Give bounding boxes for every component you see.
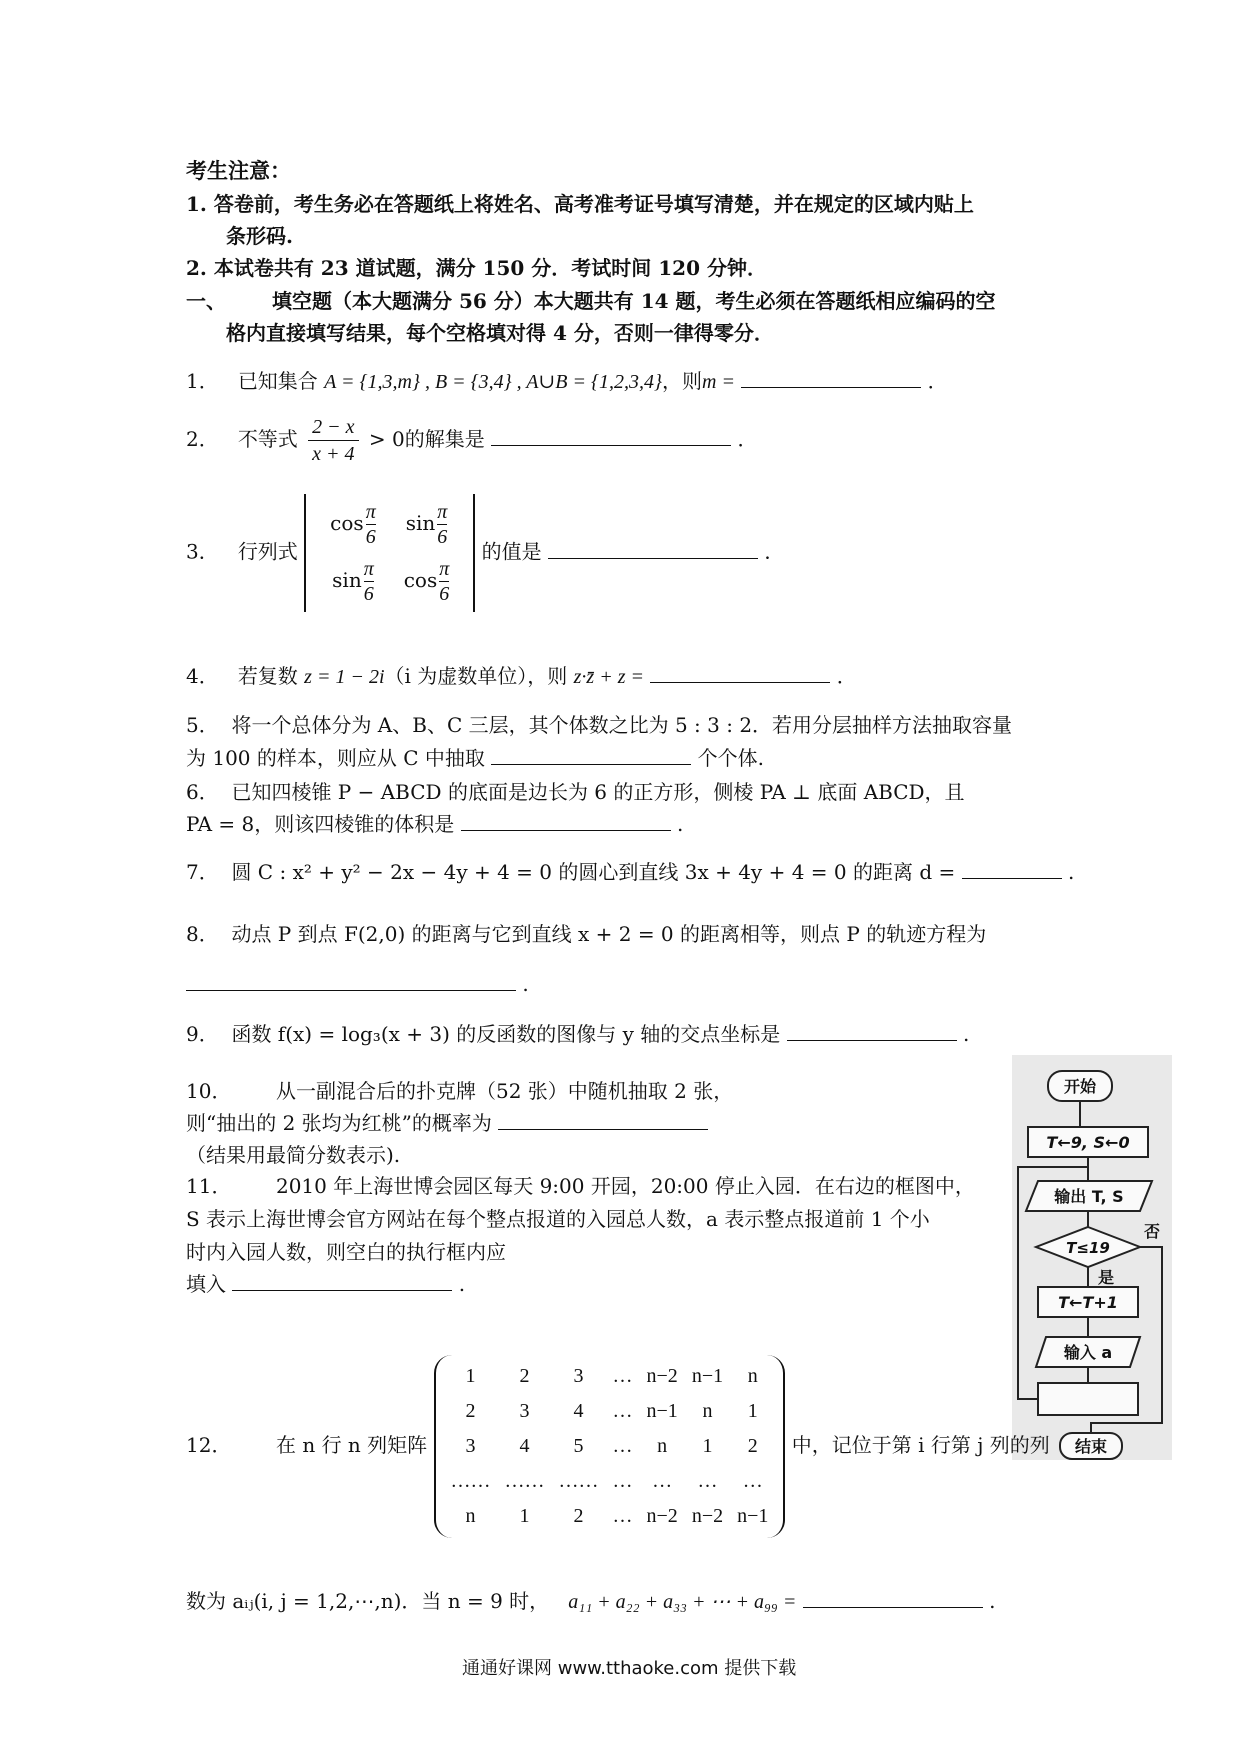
- question-6-cont: PA = 8，则该四棱锥的体积是 .: [186, 808, 683, 837]
- matrix-cell: …: [652, 1470, 673, 1492]
- matrix-cell: 1: [519, 1505, 530, 1527]
- matrix-row: [444, 1499, 776, 1534]
- matrix-cell: …: [612, 1505, 633, 1527]
- determinant: cos $\frac{\pi}{6}$ sin $\frac{\pi}{6}$ sin $\frac{\pi}{6}$ cos $\frac{\pi}{6}$: [304, 494, 475, 612]
- matrix-cell: …: [612, 1365, 633, 1387]
- flow-output-label: 输出 T, S: [1054, 1187, 1124, 1206]
- matrix-row: [444, 1359, 776, 1394]
- answer-blank-9[interactable]: [787, 1018, 957, 1041]
- question-11-line3: 时内入园人数，则空白的执行框内应: [186, 1240, 506, 1264]
- question-10: 10． 从一副混合后的扑克牌（52 张）中随机抽取 2 张，: [186, 1079, 734, 1103]
- question-9: 9． 函数 f(x) = log₃(x + 3) 的反函数的图像与 y 轴的交点坐标是 .: [186, 1018, 969, 1047]
- footer-credit: 通通好课网 www.tthaoke.com 提供下载: [462, 1658, 797, 1679]
- flow-no-label: 否: [1143, 1222, 1161, 1241]
- answer-blank-3[interactable]: [548, 536, 758, 559]
- flow-input-label: 输入 a: [1063, 1343, 1113, 1362]
- matrix-cell: n−2: [691, 1505, 724, 1527]
- question-2: 2． 不等式 $\frac{2 - x}{x + 4}$ > 0的解集是 ．: [186, 416, 758, 465]
- matrix-cell: n: [465, 1505, 476, 1527]
- flow-init-label: T←9, S←0: [1046, 1133, 1130, 1152]
- question-8: 8． 动点 P 到点 F(2,0) 的距离与它到直线 x + 2 = 0 的距离相等，则点 P 的轨迹方程为: [186, 922, 987, 946]
- notice-item-2: 2. 本试卷共有 23 道试题，满分 150 分．考试时间 120 分钟．: [186, 256, 767, 280]
- matrix-cell: 1: [702, 1435, 713, 1457]
- question-4: 4． 若复数 z = 1 − 2i（i 为虚数单位），则 z·z̄ + z = ．: [186, 660, 857, 689]
- matrix-cell: …: [742, 1470, 763, 1492]
- notice-item-1: 1. 答卷前，考生务必在答题纸上将姓名、高考准考证号填写清楚，并在规定的区域内贴上: [186, 192, 974, 216]
- matrix: [434, 1355, 786, 1538]
- matrix-cell: 2: [465, 1400, 476, 1422]
- matrix-cell: 3: [465, 1435, 476, 1457]
- matrix-row: [444, 1394, 776, 1429]
- matrix-cell: n−2: [646, 1365, 678, 1387]
- matrix-cell: n−1: [646, 1400, 678, 1422]
- matrix-cell: n−1: [691, 1365, 724, 1387]
- question-11-line2: S 表示上海世博会官方网站在每个整点报道的入园总人数，a 表示整点报道前 1 个小: [186, 1207, 930, 1231]
- notice-item-1-cont: 条形码.: [226, 224, 293, 248]
- matrix-cell: 1: [747, 1400, 758, 1422]
- section-instructions-cont: 格内直接填写结果，每个空格填对得 4 分，否则一律得零分．: [226, 321, 774, 345]
- answer-blank-10[interactable]: [498, 1107, 708, 1130]
- question-10-cont: 则“抽出的 2 张均为红桃”的概率为: [186, 1107, 708, 1136]
- flow-yes-label: 是: [1097, 1268, 1115, 1287]
- matrix-cell: n: [747, 1365, 758, 1387]
- matrix-cell: 2: [573, 1505, 584, 1527]
- matrix-cell: ……: [504, 1470, 545, 1492]
- flow-increment-label: T←T+1: [1058, 1293, 1118, 1312]
- question-5: 5． 将一个总体分为 A、B、C 三层，其个体数之比为 5 : 3 : 2．若用分层抽样方法抽取容量: [186, 713, 1013, 737]
- notice-title: 考生注意：: [186, 158, 291, 183]
- question-11: 11． 2010 年上海世博会园区每天 9:00 开园，20:00 停止入园．在右边的框图中，: [186, 1174, 975, 1198]
- matrix-cell: 4: [519, 1435, 530, 1457]
- question-1: 1． 已知集合 A = {1,3,m} , B = {3,4} , A∪B = {1,2,3,4}，则m = ．: [186, 365, 948, 394]
- question-6: 6． 已知四棱锥 P − ABCD 的底面是边长为 6 的正方形，侧棱 PA ⊥ 底面 ABCD，且: [186, 780, 965, 804]
- matrix-cell: 5: [573, 1435, 584, 1457]
- question-12-cont: 数为 aᵢⱼ(i, j = 1,2,⋯,n)．当 n = 9 时， a₁₁ + a₂₂ + a₃₃ + ⋯ + a₉₉ = .: [186, 1585, 995, 1614]
- matrix-row: [444, 1464, 776, 1499]
- question-12: 12． 在 n 行 n 列矩阵 1 2 3 … n−2 n−1 n 2 3 4 … n−1 n 1 3 4 5 … n 1 2 …… …… …… … … … … n 1 2 … n−2 n−2 n−1 中，记位于第 i 行第 j 列的列: [186, 1355, 1050, 1538]
- answer-blank-5[interactable]: [491, 742, 691, 765]
- answer-blank-6[interactable]: [461, 808, 671, 831]
- matrix-cell: ……: [558, 1470, 599, 1492]
- question-7: 7． 圆 C : x² + y² − 2x − 4y + 4 = 0 的圆心到直线 3x + 4y + 4 = 0 的距离 d = .: [186, 856, 1074, 885]
- flow-start-label: 开始: [1063, 1077, 1097, 1096]
- matrix-cell: 2: [519, 1365, 530, 1387]
- matrix-cell: …: [697, 1470, 718, 1492]
- matrix-row: [444, 1429, 776, 1464]
- matrix-cell: …: [612, 1435, 633, 1457]
- matrix-cell: ……: [450, 1470, 491, 1492]
- answer-blank-12[interactable]: [803, 1585, 983, 1608]
- flow-blank-node: [1038, 1383, 1138, 1415]
- question-11-line4: 填入 .: [186, 1268, 465, 1297]
- fraction: $\frac{2 - x}{x + 4}$: [308, 414, 358, 467]
- answer-blank-8[interactable]: [186, 968, 516, 991]
- answer-blank-7[interactable]: [962, 856, 1062, 879]
- section-instructions: 填空题（本大题满分 56 分）本大题共有 14 题，考生必须在答题纸相应编码的空: [272, 289, 996, 313]
- matrix-cell: 3: [519, 1400, 530, 1422]
- answer-blank-4[interactable]: [650, 660, 830, 683]
- matrix-cell: 3: [573, 1365, 584, 1387]
- answer-blank-11[interactable]: [232, 1268, 452, 1291]
- matrix-cell: 1: [465, 1365, 476, 1387]
- matrix-cell: n: [657, 1435, 668, 1457]
- question-3: 3． 行列式 cos $\frac{\pi}{6}$ sin $\frac{\pi}{6}$ sin $\frac{\pi}{6}$ cos $\frac{\pi}{6}$ 的值是 ．: [186, 494, 784, 612]
- flow-end-label: 结束: [1074, 1437, 1108, 1456]
- section-number: 一、: [186, 289, 226, 313]
- question-5-cont: 为 100 的样本，则应从 C 中抽取 个个体.: [186, 742, 764, 771]
- answer-blank-2[interactable]: [491, 423, 731, 446]
- answer-blank-1[interactable]: [741, 365, 921, 388]
- matrix-cell: …: [612, 1400, 633, 1422]
- matrix-cell: 2: [747, 1435, 758, 1457]
- question-8-cont: .: [186, 968, 529, 996]
- matrix-cell: …: [612, 1470, 633, 1492]
- matrix-cell: 4: [573, 1400, 584, 1422]
- question-10-note: （结果用最简分数表示).: [186, 1143, 401, 1167]
- flow-condition-label: T≤19: [1066, 1239, 1110, 1257]
- matrix-cell: n−1: [737, 1505, 769, 1527]
- matrix-cell: n−2: [646, 1505, 678, 1527]
- matrix-cell: n: [702, 1400, 713, 1422]
